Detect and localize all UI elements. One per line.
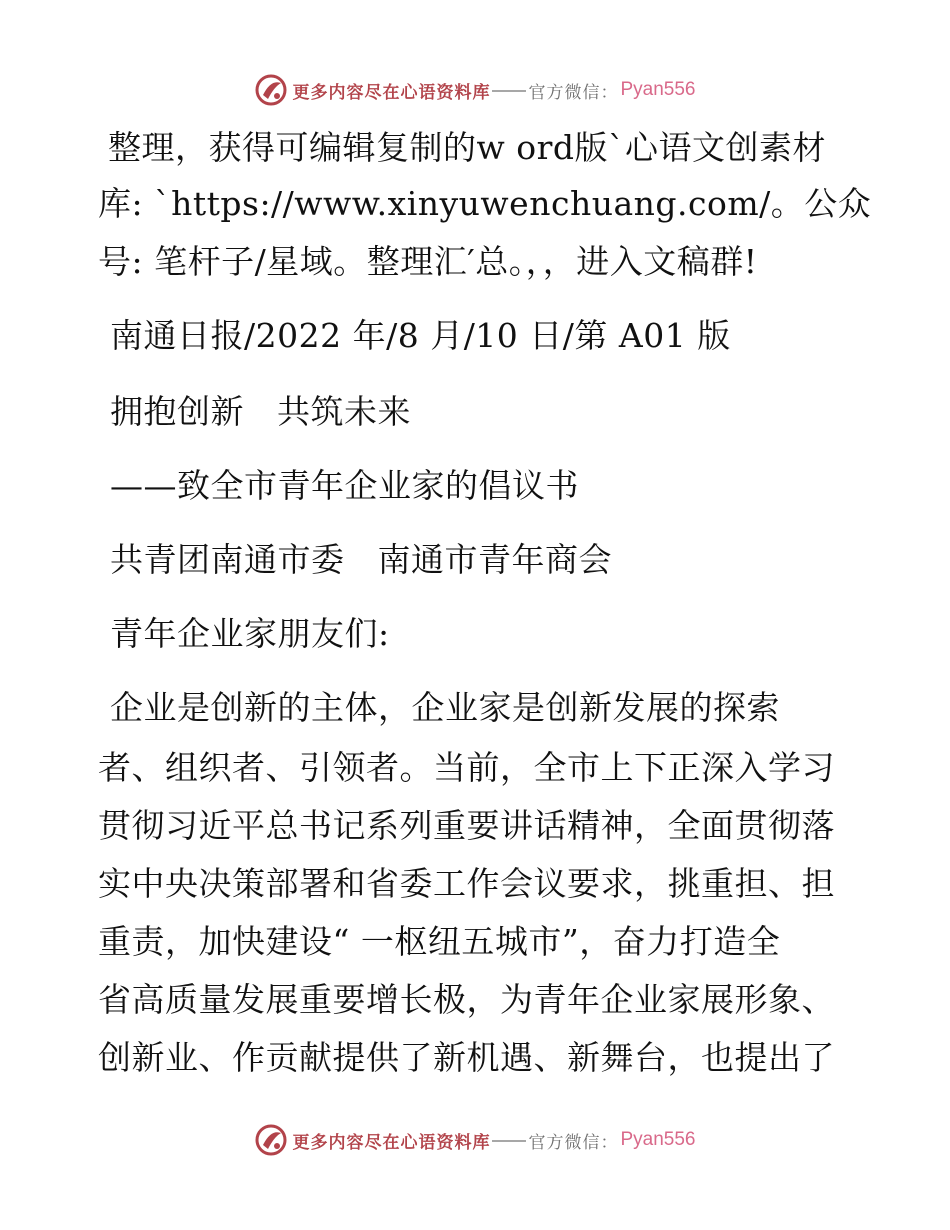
- brand-logo-icon: [254, 73, 288, 107]
- paragraph-line-5: 重责，加快建设“ 一枢纽五城市”，奋力打造全: [98, 922, 781, 961]
- article-author: 共青团南通市委 南通市青年商会: [110, 540, 612, 579]
- intro-line-2: 库: `https://www.xinyuwenchuang.com/。公众: [98, 184, 872, 223]
- paragraph-line-2: 者、组织者、引领者。当前，全市上下正深入学习: [98, 748, 835, 787]
- article-subtitle: ——致全市青年企业家的倡议书: [110, 466, 579, 505]
- paragraph-line-7: 创新业、作贡献提供了新机遇、新舞台，也提出了: [98, 1038, 835, 1077]
- salutation: 青年企业家朋友们:: [110, 614, 390, 653]
- footer-dash: [492, 1140, 526, 1142]
- footer-watermark: [0, 1122, 950, 1158]
- paragraph-line-4: 实中央决策部署和省委工作会议要求，挑重担、担: [98, 864, 835, 903]
- intro-line-3: 号: 笔杆子/星域。整理汇′总。，，进入文稿群!: [98, 242, 758, 281]
- header-watermark: [0, 72, 950, 108]
- paragraph-line-1: 企业是创新的主体，企业家是创新发展的探索: [110, 688, 780, 727]
- header-brand-text: 更多内容尽在心语资料库: [292, 82, 491, 103]
- header-wechat-id: Pyan556: [620, 79, 696, 100]
- footer-brand-text: 更多内容尽在心语资料库: [292, 1132, 491, 1153]
- header-dash: [492, 90, 526, 92]
- brand-logo-icon: [254, 1123, 288, 1157]
- paragraph-line-3: 贯彻习近平总书记系列重要讲话精神，全面贯彻落: [98, 806, 835, 845]
- header-official-label: 官方微信：: [528, 82, 619, 103]
- footer-wechat-id: Pyan556: [620, 1129, 696, 1150]
- paragraph-line-6: 省高质量发展重要增长极，为青年企业家展形象、: [98, 980, 835, 1019]
- article-title: 拥抱创新 共筑未来: [110, 392, 411, 431]
- source-line: 南通日报/2022 年/8 月/10 日/第 A01 版: [110, 316, 731, 355]
- intro-line-1: 整理，获得可编辑复制的w ord版`心语文创素材: [108, 128, 827, 167]
- footer-official-label: 官方微信：: [528, 1132, 619, 1153]
